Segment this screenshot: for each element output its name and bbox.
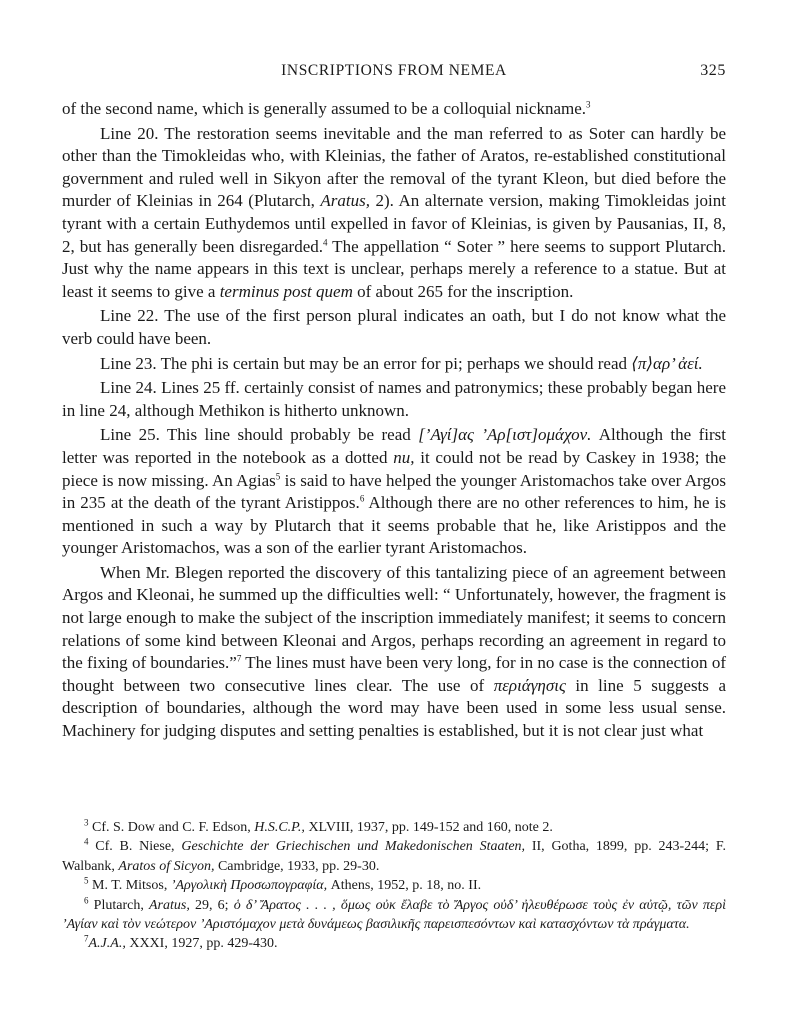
text-run: Plutarch, [88,897,149,913]
text-run: it could not be read by Caskey in 1938; the piece is now missing. An Agias [62,447,726,490]
text-run: XLVIII, 1937, pp. 149-152 and 160, note 2. [304,820,553,835]
footnote-ref[interactable]: 4 [323,236,328,247]
text-run: M. T. Mitsos, [88,878,171,894]
italic-title: H.S.C.P., [254,820,305,835]
text-run: Line 20. The restoration seems inevitable and the man referred to as Soter can hardly be other than the Timokleidas who, with Kleinias, the father of Aratos, re-established constitutional government and ruled well in Sikyon after the removal of the tyrant Kleon, but died before the murder of Kleinias in 264 (Plutarch, [62,123,726,211]
greek-text: ⟨π⟩αρ’ ἀεί. [631,353,703,373]
italic-title: Aratus, [149,897,190,913]
italic-title: Aratus, [320,191,370,211]
footnote-number: 3 [84,817,89,828]
footnotes [62,818,726,954]
text-run: Cf. S. Dow and C. F. Edson, [88,820,255,835]
text-run: The appellation “ Soter ” here seems to support Plutarch. Just why the name appears in this text is unclear, perhaps merely a reference to a statue. But at least it seems to give a [62,236,726,301]
paragraph-line-25 [62,424,726,560]
text-run: 29, 6; [189,897,234,913]
text-run: XXXI, 1927, pp. 429-430. [125,936,278,952]
footnote-ref[interactable]: 5 [275,470,281,481]
text-run: Line 23. The phi is certain but may be an error for pi; perhaps we should read [100,353,632,373]
text-run: is said to have helped the younger Aristomachos take over Argos in 235 at the death of the tyrant Aristippos. [62,470,726,513]
page-number: 325 [700,62,726,79]
greek-text: ὁ δ’ Ἄρατος . . . , ὅμως οὐκ ἔλαβε τὸ Ἄργος οὐδ’ ἠλευθέρωσε τοὺς ἐν αὐτῷ, τῶν περὶ ’Αγίαν καὶ τὸν νεώτερον ’Αριστόμαχον μετὰ δυνάμεως βασιλικῆς παρεισπεσόντων καὶ κατασχόντων τὰ πράγματα. [62,897,727,933]
text-run: of about 265 for the inscription. [352,281,574,301]
footnote-ref[interactable]: 7 [236,653,242,664]
footnote-3 [62,818,726,837]
text-run: When Mr. Blegen reported the discovery of this tantalizing piece of an agreement between Argos and Kleonai, he summed up the difficulties well: “ Unfortunately, however, the fragment is not large enough to make the subject of the inscription immediately manifest; it seems to concern relations of some kind between Kleonai and Argos, perhaps recording an agreement in regard to the fixing of boundaries.” [62,562,726,673]
greek-text: περιάγησις [493,675,566,695]
italic-term: nu, [393,447,415,467]
text-run: Cambridge, 1933, pp. 29-30. [214,858,380,874]
paragraph-line-24 [62,377,726,422]
paragraph-continuation [62,98,726,121]
text-run: Although the first letter was reported in the notebook as a dotted [62,425,726,467]
italic-title: Geschichte der Griechischen und Makedonischen Staaten, [181,839,526,855]
text-run: of the second name, which is generally assumed to be a colloquial nickname. [62,99,587,118]
text-run: Although there are no other references to him, he is mentioned in such a way by Plutarch that it seems probable that he, like Aristippos and the younger Aristomachos, was a son of the earlier tyrant Aristomachos. [62,493,727,558]
italic-title: Aratos of Sicyon, [118,858,215,874]
text-run: Line 24. Lines 25 ff. certainly consist of names and patronymics; these probably began here in line 24, although Methikon is hitherto unknown. [62,378,726,420]
text-run: Cf. B. Niese, [88,839,182,855]
running-title: INSCRIPTIONS FROM NEMEA [281,62,507,79]
greek-text: [’Αγί]ας ’Αρ[ιστ]ομάχον. [418,425,592,445]
footnote-number: 4 [84,836,89,847]
footnote-ref[interactable]: 6 [359,493,365,504]
running-header [62,62,726,88]
footnote-7 [62,934,726,953]
footnote-number: 5 [84,875,89,886]
paragraph-line-23 [62,353,726,376]
text-run: II, Gotha, 1899, pp. 243-244; F. Walbank, [62,839,726,874]
italic-title: ’Αργολικὴ Προσωπογραφία, [170,878,328,894]
text-run: 2). An alternate version, making Timokleidas joint tyrant with a certain Euthydemos until expelled in favor of Kleinias, is given by Pausanias, II, 8, 2, but has generally been disregarded. [62,191,726,256]
footnote-number: 7 [84,933,89,944]
italic-title: A.J.A., [88,936,126,952]
footnote-5 [62,876,726,895]
text-run: Athens, 1952, p. 18, no. II. [327,878,482,894]
paragraph-blegen [62,562,726,743]
text-run: Line 22. The use of the first person plural indicates an oath, but I do not know what the verb could have been. [62,306,726,348]
paragraph-line-22 [62,305,726,350]
italic-term: terminus post quem [219,281,353,301]
footnote-4 [62,837,726,876]
footnote-number: 6 [84,894,89,905]
text-run: The lines must have been very long, for in no case is the connection of thought between two consecutive lines clear. The use of [62,653,726,695]
text-run: in line 5 suggests a description of boundaries, although the word may have been used in some less usual sense. Machinery for judging disputes and setting penalties is established, but it is not clear just what [62,675,726,741]
paragraph-line-20 [62,123,726,304]
main-text [62,98,726,743]
footnote-6 [62,896,726,935]
footnote-ref[interactable]: 3 [586,99,591,110]
text-run: Line 25. This line should probably be read [100,425,419,445]
